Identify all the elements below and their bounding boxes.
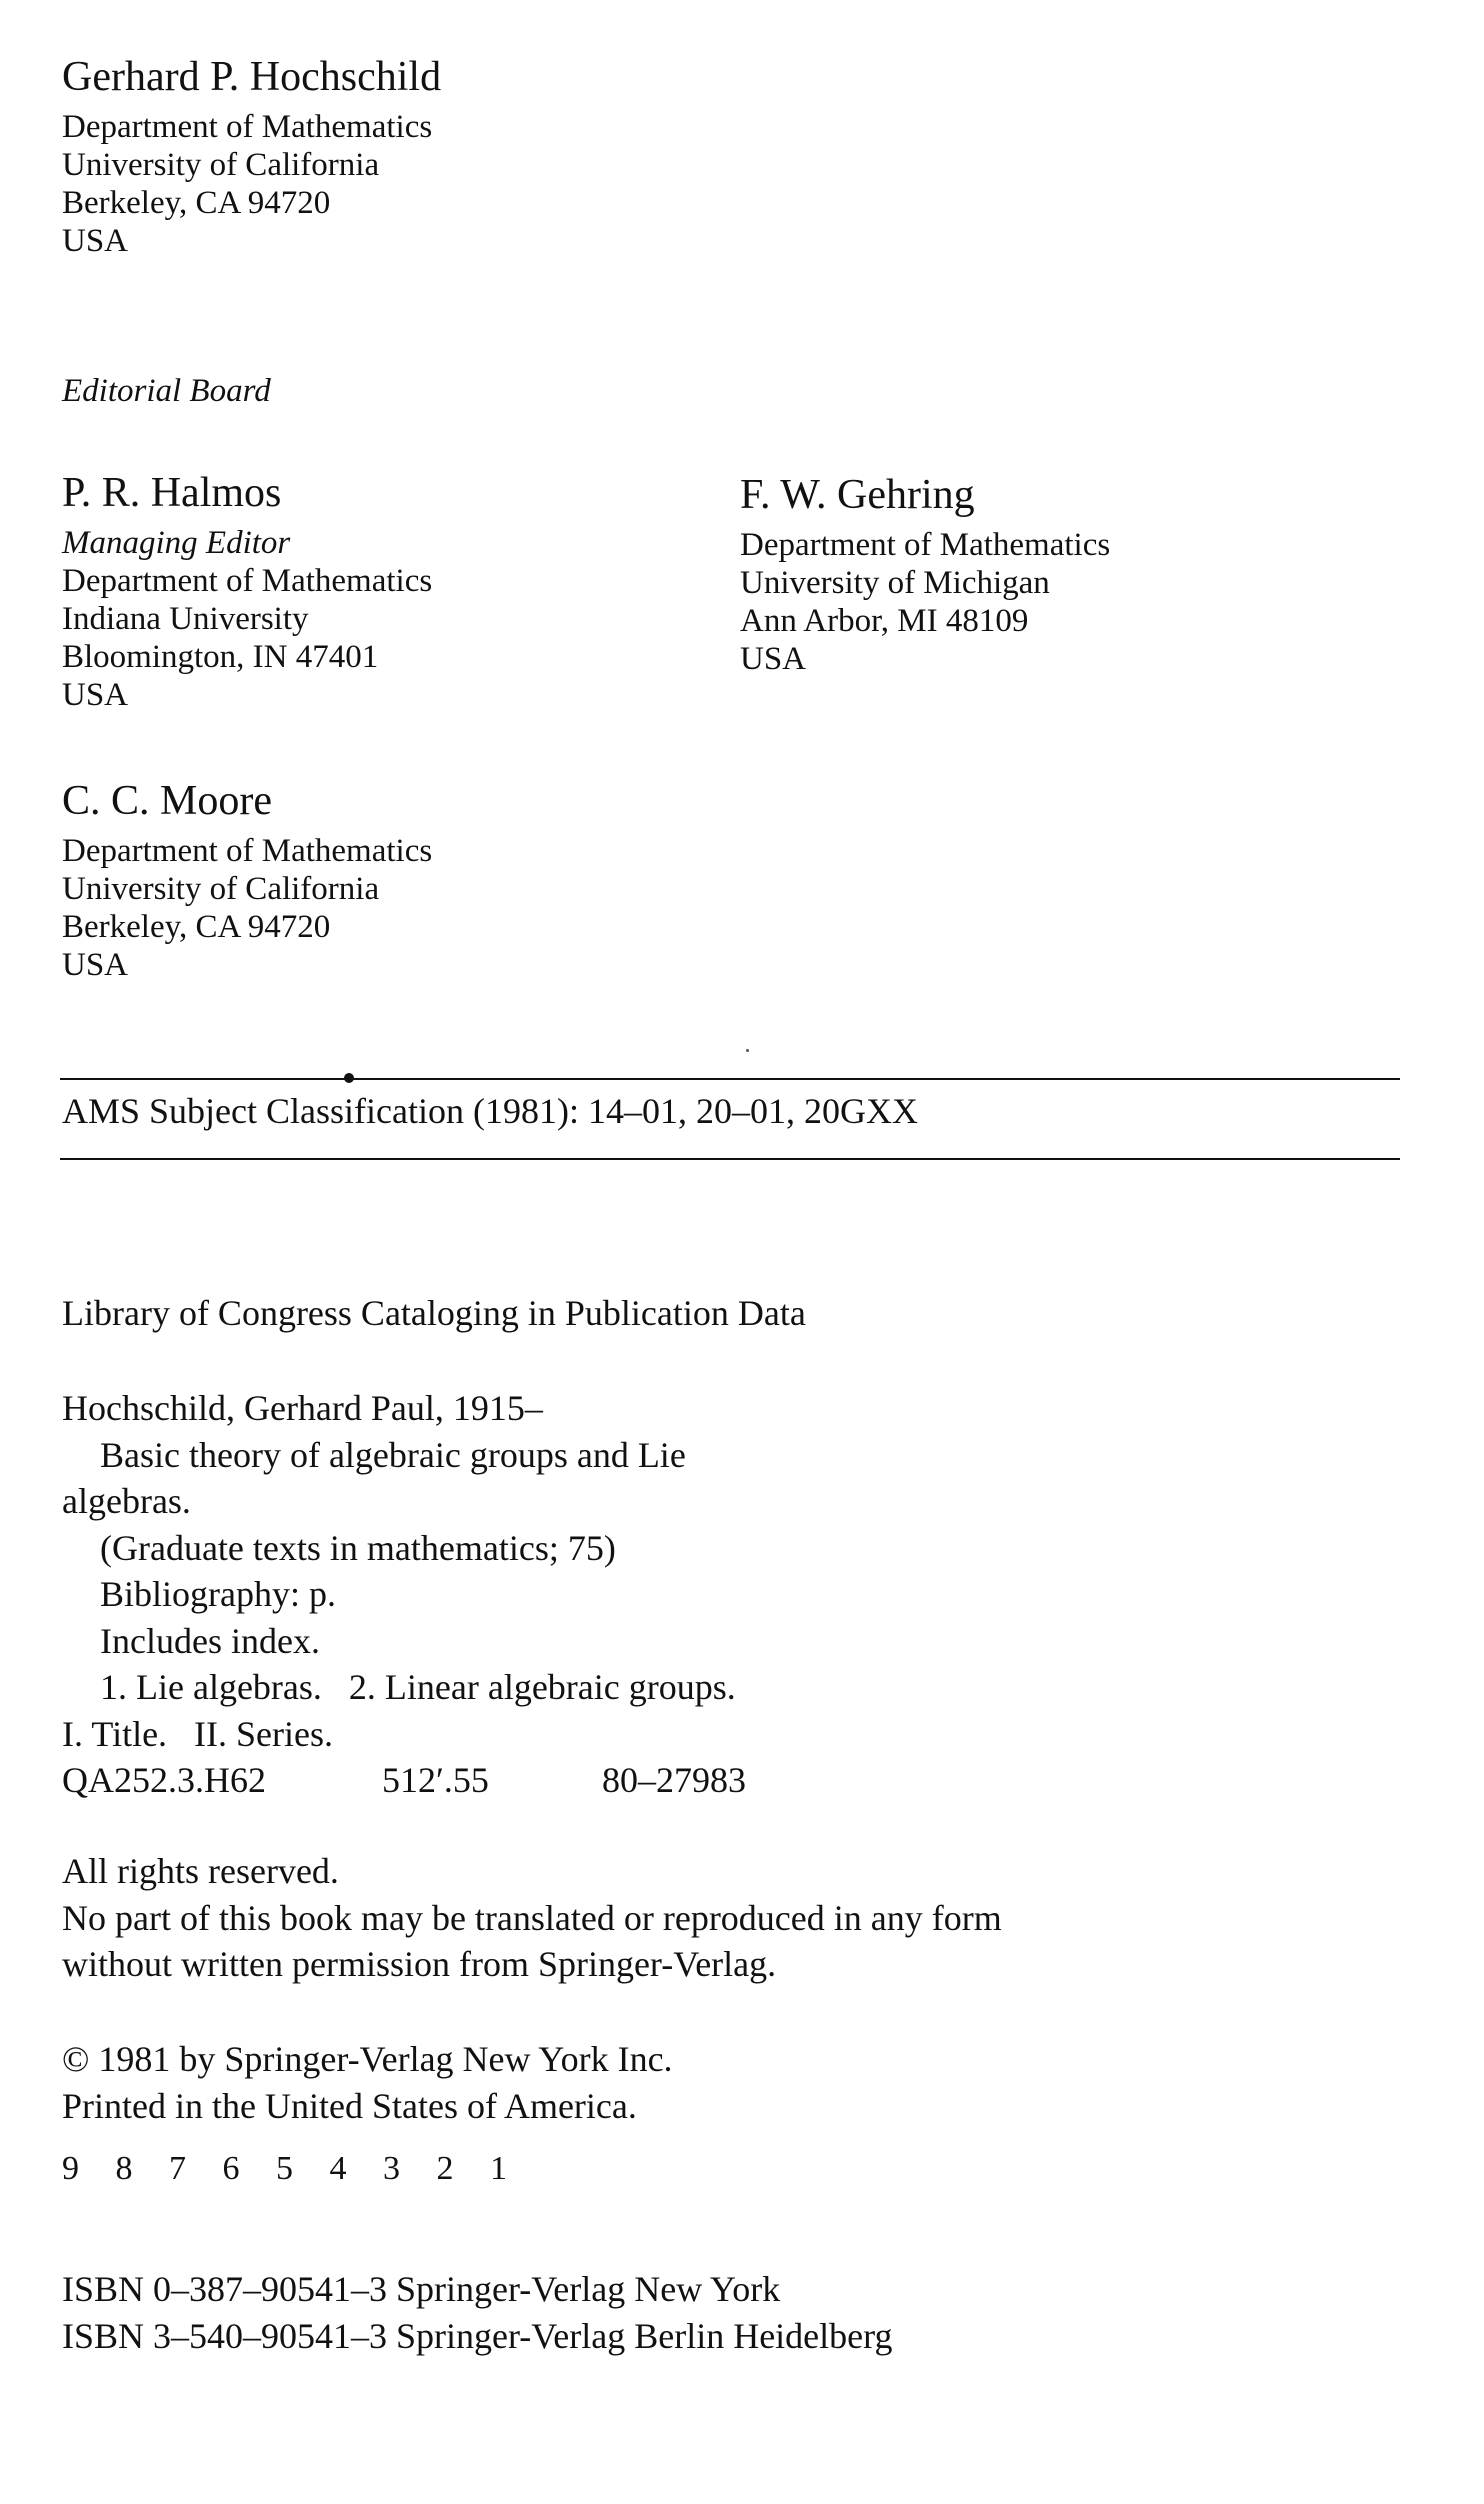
editor-line: Department of Mathematics [62, 833, 433, 869]
editor-name: C. C. Moore [62, 778, 272, 824]
editor-line: Department of Mathematics [62, 563, 433, 599]
isbn-block [62, 2266, 892, 2359]
ams-text: AMS Subject Classification (1981): 14–01, 20–01, 20GXX [62, 1091, 918, 1131]
editor-line: USA [740, 641, 807, 677]
editorial-board-title: Editorial Board [62, 373, 271, 409]
cip-call-number: QA252.3.H62 [62, 1760, 266, 1800]
cip-index: Includes index. [100, 1620, 320, 1661]
editor-line: Indiana University [62, 601, 309, 637]
author-line: University of California [62, 147, 380, 183]
editor-line: Bloomington, IN 47401 [62, 639, 379, 675]
editor-moore [62, 776, 432, 984]
editor-line: USA [62, 677, 129, 713]
editor-line: University of Michigan [740, 565, 1050, 601]
author-address [62, 52, 441, 260]
isbn-line: ISBN 3–540–90541–3 Springer-Verlag Berlin Heidelberg [62, 2315, 893, 2356]
cip-lccn: 80–27983 [602, 1760, 746, 1800]
cip-author: Hochschild, Gerhard Paul, 1915– [62, 1388, 543, 1428]
cip-added-entries: I. Title. II. Series. [62, 1713, 334, 1754]
cip-series: (Graduate texts in mathematics; 75) [100, 1527, 616, 1568]
editor-name: F. W. Gehring [740, 472, 975, 518]
editor-halmos [62, 468, 432, 714]
editor-line: University of California [62, 871, 380, 907]
editorial-board-heading [62, 372, 271, 410]
editor-gehring [740, 470, 1110, 678]
scan-speck [746, 1049, 749, 1052]
author-line: USA [62, 223, 129, 259]
copyright-line: © 1981 by Springer-Verlag New York Inc. [62, 2039, 673, 2079]
editor-line: USA [62, 947, 129, 983]
author-name: Gerhard P. Hochschild [62, 54, 442, 100]
rights-line: No part of this book may be translated or reproduced in any form [62, 1897, 1002, 1938]
rights-line: without written permission from Springer-Verlag. [62, 1944, 777, 1984]
cip-dewey: 512′.55 [382, 1760, 489, 1800]
cip-book-title: Basic theory of algebraic groups and Lie [100, 1434, 686, 1475]
cip-book-title-cont: algebras. [62, 1481, 191, 1521]
rights-notice [62, 1848, 1002, 1988]
copyright-notice [62, 2036, 673, 2129]
cip-record [62, 1385, 746, 1804]
cip-title: Library of Congress Cataloging in Publication Data [62, 1293, 806, 1333]
printing-line [62, 2150, 521, 2188]
cip-subjects: 1. Lie algebras. 2. Linear algebraic groups. [100, 1667, 736, 1707]
printing-digits: 9 8 7 6 5 4 3 2 1 [62, 2150, 521, 2187]
cip-heading [62, 1290, 806, 1337]
cip-classification-numbers [62, 1757, 746, 1804]
editor-line: Berkeley, CA 94720 [62, 909, 331, 945]
isbn-line: ISBN 0–387–90541–3 Springer-Verlag New York [62, 2269, 781, 2309]
top-rule [60, 1078, 1400, 1080]
editor-line: Department of Mathematics [740, 527, 1111, 563]
printed-in-line: Printed in the United States of America. [62, 2085, 637, 2126]
author-line: Department of Mathematics [62, 109, 433, 145]
ams-classification [62, 1088, 918, 1135]
editor-line: Ann Arbor, MI 48109 [740, 603, 1029, 639]
rights-line: All rights reserved. [62, 1851, 339, 1891]
cip-bibliography: Bibliography: p. [100, 1574, 336, 1614]
author-line: Berkeley, CA 94720 [62, 185, 331, 221]
bottom-rule [60, 1158, 1400, 1160]
editor-name: P. R. Halmos [62, 470, 282, 516]
editor-role: Managing Editor [62, 525, 291, 561]
